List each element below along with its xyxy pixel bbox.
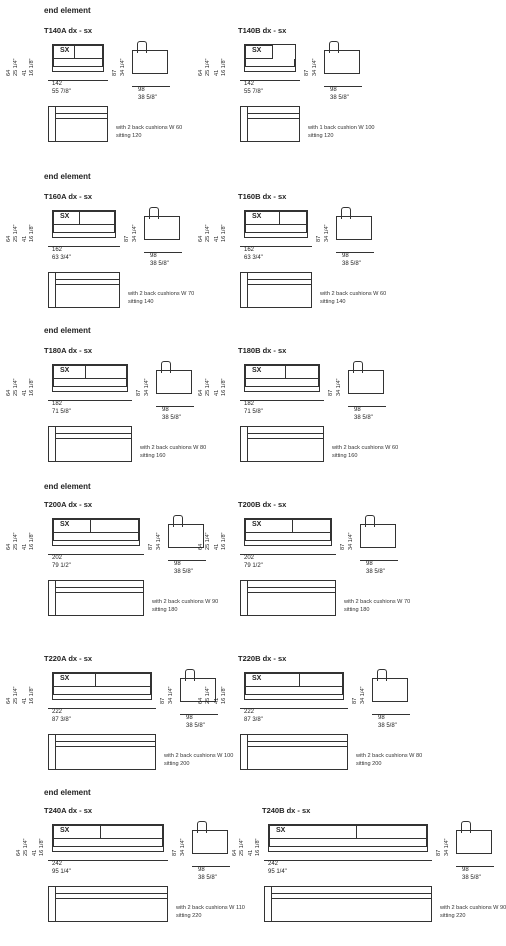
width-value-inch: 63 3/4": [244, 255, 263, 261]
width-value-inch: 79 1/2": [244, 563, 263, 569]
depth-value: 98: [174, 561, 181, 567]
sitting-note: sitting 200: [356, 761, 382, 767]
depth-value-inch: 38 5/8": [354, 415, 373, 421]
cushion-note: with 2 back cushions W 60: [320, 291, 387, 297]
seat-cushion: [245, 59, 295, 67]
back-height: 87: [316, 235, 322, 242]
width-value: 202: [244, 555, 255, 561]
height-label: 64: [16, 849, 22, 856]
height-label: 64: [198, 697, 204, 704]
model-code: T160B dx - sx: [238, 192, 287, 201]
width-value: 182: [52, 401, 63, 407]
back-height: 87: [112, 69, 118, 76]
height-label: 41: [248, 849, 254, 856]
height-label: 25 1/4": [13, 378, 19, 396]
sofa-plan-view: [48, 886, 168, 922]
depth-value-inch: 38 5/8": [462, 875, 481, 881]
plan-back: [248, 279, 311, 285]
width-value: 162: [52, 247, 63, 253]
depth-value: 98: [462, 867, 469, 873]
plan-back: [248, 113, 299, 119]
model-code: T180A dx - sx: [44, 346, 93, 355]
depth-value-inch: 38 5/8": [366, 569, 385, 575]
plan-armrest: [241, 107, 248, 141]
depth-value: 98: [198, 867, 205, 873]
back-cushion: [245, 211, 280, 225]
back-height: 87: [136, 389, 142, 396]
height-label: 64: [6, 69, 12, 76]
side-back: [365, 515, 375, 527]
side-marker-sx: SX: [60, 675, 70, 682]
height-label: 41: [22, 389, 28, 396]
height-label: 16 1/8": [255, 838, 261, 856]
plan-armrest: [241, 581, 248, 615]
plan-armrest: [241, 273, 248, 307]
back-height: 87: [172, 849, 178, 856]
plan-back: [272, 893, 431, 899]
width-value: 142: [244, 81, 255, 87]
side-marker-sx: SX: [252, 47, 262, 54]
height-label: 41: [22, 697, 28, 704]
cushion-note: with 2 back cushions W 60: [332, 445, 399, 451]
back-height-inch: 34 1/4": [312, 58, 318, 76]
seat-cushion: [245, 225, 307, 233]
height-label: 25 1/4": [13, 686, 19, 704]
sofa-side-elevation: [324, 50, 360, 74]
height-label: 25 1/4": [13, 532, 19, 550]
plan-armrest: [241, 735, 248, 769]
plan-back: [56, 587, 143, 593]
cushion-note: with 2 back cushions W 80: [140, 445, 207, 451]
model-code: T180B dx - sx: [238, 346, 287, 355]
height-label: 25 1/4": [239, 838, 245, 856]
back-cushion: [91, 519, 139, 533]
depth-value-inch: 38 5/8": [378, 723, 397, 729]
sofa-plan-view: [240, 734, 348, 770]
height-label: 16 1/8": [29, 224, 35, 242]
model-code: T240B dx - sx: [262, 806, 311, 815]
height-label: 25 1/4": [205, 532, 211, 550]
model-code: T240A dx - sx: [44, 806, 93, 815]
sofa-plan-view: [240, 272, 312, 308]
back-height: 87: [160, 697, 166, 704]
sofa-plan-view: [240, 106, 300, 142]
width-value-inch: 95 1/4": [268, 869, 287, 875]
model-cell: [198, 192, 443, 332]
seat-cushion: [53, 59, 103, 67]
side-marker-sx: SX: [252, 367, 262, 374]
sofa-side-elevation: [360, 524, 396, 548]
height-label: 25 1/4": [205, 686, 211, 704]
section-header: end element: [44, 326, 91, 335]
depth-value: 98: [138, 87, 145, 93]
sitting-note: sitting 120: [308, 133, 334, 139]
plan-back: [56, 433, 131, 439]
width-value-inch: 55 7/8": [52, 89, 71, 95]
back-cushion: [80, 211, 115, 225]
width-value-inch: 79 1/2": [52, 563, 71, 569]
back-height-inch: 34 1/4": [168, 686, 174, 704]
height-label: 41: [22, 543, 28, 550]
sitting-note: sitting 140: [320, 299, 346, 305]
height-label: 64: [6, 543, 12, 550]
depth-value-inch: 38 5/8": [174, 569, 193, 575]
back-height-inch: 34 1/4": [120, 58, 126, 76]
back-height: 87: [328, 389, 334, 396]
side-marker-sx: SX: [60, 47, 70, 54]
sitting-note: sitting 120: [116, 133, 142, 139]
back-height: 87: [148, 543, 154, 550]
height-label: 64: [198, 543, 204, 550]
height-label: 64: [6, 235, 12, 242]
height-label: 41: [214, 235, 220, 242]
sofa-side-elevation: [348, 370, 384, 394]
height-label: 16 1/8": [39, 838, 45, 856]
depth-value: 98: [354, 407, 361, 413]
plan-back: [56, 741, 155, 747]
width-dim-line: [48, 554, 144, 555]
height-label: 64: [198, 389, 204, 396]
height-label: 41: [214, 697, 220, 704]
back-height: 87: [304, 69, 310, 76]
sofa-side-elevation: [456, 830, 492, 854]
side-back: [329, 41, 339, 53]
width-value-inch: 71 5/8": [244, 409, 263, 415]
width-dim-line: [240, 708, 348, 709]
plan-back: [56, 893, 167, 899]
cushion-note: with 2 back cushions W 70: [344, 599, 411, 605]
back-height: 87: [436, 849, 442, 856]
side-marker-sx: SX: [276, 827, 286, 834]
depth-value-inch: 38 5/8": [186, 723, 205, 729]
cushion-note: with 2 back cushions W 90: [440, 905, 506, 911]
plan-back: [56, 113, 107, 119]
height-label: 16 1/8": [221, 224, 227, 242]
width-value-inch: 63 3/4": [52, 255, 71, 261]
height-label: 25 1/4": [205, 224, 211, 242]
depth-value: 98: [330, 87, 337, 93]
width-dim-line: [48, 860, 168, 861]
cushion-note: with 2 back cushions W 60: [116, 125, 183, 131]
model-code: T140A dx - sx: [44, 26, 93, 35]
sitting-note: sitting 220: [176, 913, 202, 919]
back-cushion: [53, 519, 91, 533]
plan-back: [248, 741, 347, 747]
sofa-front-elevation: [268, 824, 428, 852]
back-height: 87: [340, 543, 346, 550]
depth-value: 98: [366, 561, 373, 567]
seat-cushion: [53, 225, 115, 233]
sofa-plan-view: [240, 426, 324, 462]
back-height-inch: 34 1/4": [144, 378, 150, 396]
sitting-note: sitting 160: [140, 453, 166, 459]
section-header: end element: [44, 172, 91, 181]
side-marker-sx: SX: [252, 521, 262, 528]
sofa-plan-view: [240, 580, 336, 616]
plan-armrest: [49, 581, 56, 615]
seat-cushion: [245, 379, 319, 387]
depth-value-inch: 38 5/8": [150, 261, 169, 267]
height-label: 25 1/4": [205, 378, 211, 396]
plan-armrest: [49, 273, 56, 307]
side-back: [161, 361, 171, 373]
side-marker-sx: SX: [60, 213, 70, 220]
sofa-plan-view: [48, 106, 108, 142]
section-header: end element: [44, 482, 91, 491]
sofa-side-elevation: [156, 370, 192, 394]
side-back: [461, 821, 471, 833]
back-height-inch: 34 1/4": [132, 224, 138, 242]
width-dim-line: [48, 708, 156, 709]
model-cell: [198, 806, 506, 946]
height-label: 16 1/8": [29, 58, 35, 76]
back-cushion: [300, 673, 343, 687]
back-height-inch: 34 1/4": [360, 686, 366, 704]
width-value-inch: 55 7/8": [244, 89, 263, 95]
depth-value-inch: 38 5/8": [138, 95, 157, 101]
side-back: [173, 515, 183, 527]
seat-cushion: [53, 839, 163, 847]
cushion-note: with 2 back cushions W 110: [176, 905, 245, 911]
height-label: 16 1/8": [29, 532, 35, 550]
side-marker-sx: SX: [60, 521, 70, 528]
model-code: T160A dx - sx: [44, 192, 93, 201]
depth-value-inch: 38 5/8": [198, 875, 217, 881]
height-label: 25 1/4": [205, 58, 211, 76]
height-label: 41: [22, 235, 28, 242]
height-label: 25 1/4": [23, 838, 29, 856]
height-label: 64: [198, 235, 204, 242]
plan-back: [248, 433, 323, 439]
width-dim-line: [264, 860, 432, 861]
back-height-inch: 34 1/4": [180, 838, 186, 856]
depth-value: 98: [186, 715, 193, 721]
model-code: T220A dx - sx: [44, 654, 93, 663]
height-label: 41: [214, 543, 220, 550]
cushion-note: with 2 back cushions W 70: [128, 291, 195, 297]
cushion-note: with 2 back cushions W 80: [356, 753, 423, 759]
sitting-note: sitting 220: [440, 913, 466, 919]
back-cushion: [96, 673, 151, 687]
side-back: [341, 207, 351, 219]
side-back: [149, 207, 159, 219]
plan-armrest: [49, 735, 56, 769]
back-cushion: [86, 365, 127, 379]
back-cushion: [101, 825, 163, 839]
width-value: 142: [52, 81, 63, 87]
height-label: 16 1/8": [29, 686, 35, 704]
side-back: [137, 41, 147, 53]
plan-armrest: [49, 427, 56, 461]
back-height: 87: [352, 697, 358, 704]
width-value: 222: [52, 709, 63, 715]
sofa-plan-view: [48, 580, 144, 616]
seat-cushion: [269, 839, 427, 847]
back-cushion: [75, 45, 103, 59]
height-label: 16 1/8": [221, 378, 227, 396]
height-label: 25 1/4": [13, 224, 19, 242]
width-value-inch: 87 3/8": [244, 717, 263, 723]
side-marker-sx: SX: [60, 827, 70, 834]
width-value: 182: [244, 401, 255, 407]
width-value: 242: [52, 861, 63, 867]
section-header: end element: [44, 6, 91, 15]
back-cushion: [286, 365, 319, 379]
depth-value: 98: [378, 715, 385, 721]
cushion-note: with 2 back cushions W 100: [164, 753, 234, 759]
height-label: 16 1/8": [221, 58, 227, 76]
depth-value-inch: 38 5/8": [330, 95, 349, 101]
model-cell: [198, 346, 443, 486]
side-marker-sx: SX: [252, 675, 262, 682]
height-label: 25 1/4": [13, 58, 19, 76]
section-header: end element: [44, 788, 91, 797]
model-code: T200B dx - sx: [238, 500, 287, 509]
height-label: 41: [22, 69, 28, 76]
height-label: 64: [6, 389, 12, 396]
plan-back: [56, 279, 119, 285]
depth-value: 98: [150, 253, 157, 259]
width-value: 162: [244, 247, 255, 253]
side-marker-sx: SX: [60, 367, 70, 374]
width-value-inch: 95 1/4": [52, 869, 71, 875]
height-label: 16 1/8": [29, 378, 35, 396]
back-height-inch: 34 1/4": [348, 532, 354, 550]
model-cell: [198, 654, 443, 794]
height-label: 41: [32, 849, 38, 856]
sofa-side-elevation: [336, 216, 372, 240]
sofa-side-elevation: [372, 678, 408, 702]
height-label: 16 1/8": [221, 532, 227, 550]
cushion-note: with 2 back cushions W 90: [152, 599, 219, 605]
height-label: 41: [214, 69, 220, 76]
sitting-note: sitting 180: [152, 607, 178, 613]
seat-cushion: [245, 533, 331, 541]
model-code: T140B dx - sx: [238, 26, 287, 35]
back-cushion: [357, 825, 427, 839]
seat-cushion: [245, 687, 343, 695]
model-code: T200A dx - sx: [44, 500, 93, 509]
plan-armrest: [241, 427, 248, 461]
plan-back: [248, 587, 335, 593]
sofa-plan-view: [48, 272, 120, 308]
seat-cushion: [53, 533, 139, 541]
depth-value-inch: 38 5/8": [342, 261, 361, 267]
depth-value: 98: [162, 407, 169, 413]
side-back: [185, 669, 195, 681]
height-label: 64: [232, 849, 238, 856]
width-value-inch: 87 3/8": [52, 717, 71, 723]
height-label: 64: [6, 697, 12, 704]
back-height-inch: 34 1/4": [156, 532, 162, 550]
sitting-note: sitting 200: [164, 761, 190, 767]
plan-armrest: [49, 107, 56, 141]
model-cell: [198, 26, 443, 166]
height-label: 16 1/8": [221, 686, 227, 704]
sofa-plan-view: [264, 886, 432, 922]
back-height-inch: 34 1/4": [324, 224, 330, 242]
width-dim-line: [240, 554, 336, 555]
side-back: [353, 361, 363, 373]
side-back: [377, 669, 387, 681]
sofa-side-elevation: [132, 50, 168, 74]
side-marker-sx: SX: [252, 213, 262, 220]
cushion-note: with 1 back cushion W 100: [308, 125, 375, 131]
back-height-inch: 34 1/4": [444, 838, 450, 856]
width-value: 202: [52, 555, 63, 561]
height-label: 64: [198, 69, 204, 76]
model-code: T220B dx - sx: [238, 654, 287, 663]
depth-value: 98: [342, 253, 349, 259]
seat-cushion: [53, 379, 127, 387]
sitting-note: sitting 160: [332, 453, 358, 459]
width-value: 222: [244, 709, 255, 715]
seat-cushion: [53, 687, 151, 695]
sofa-plan-view: [48, 426, 132, 462]
depth-value-inch: 38 5/8": [162, 415, 181, 421]
width-value: 242: [268, 861, 279, 867]
back-height-inch: 34 1/4": [336, 378, 342, 396]
sitting-note: sitting 180: [344, 607, 370, 613]
model-cell: [198, 500, 443, 640]
height-label: 41: [214, 389, 220, 396]
back-height: 87: [124, 235, 130, 242]
back-cushion: [280, 211, 307, 225]
plan-armrest: [49, 887, 56, 921]
back-cushion: [293, 519, 331, 533]
sofa-side-elevation: [144, 216, 180, 240]
sofa-plan-view: [48, 734, 156, 770]
width-value-inch: 71 5/8": [52, 409, 71, 415]
plan-armrest: [265, 887, 272, 921]
sitting-note: sitting 140: [128, 299, 154, 305]
